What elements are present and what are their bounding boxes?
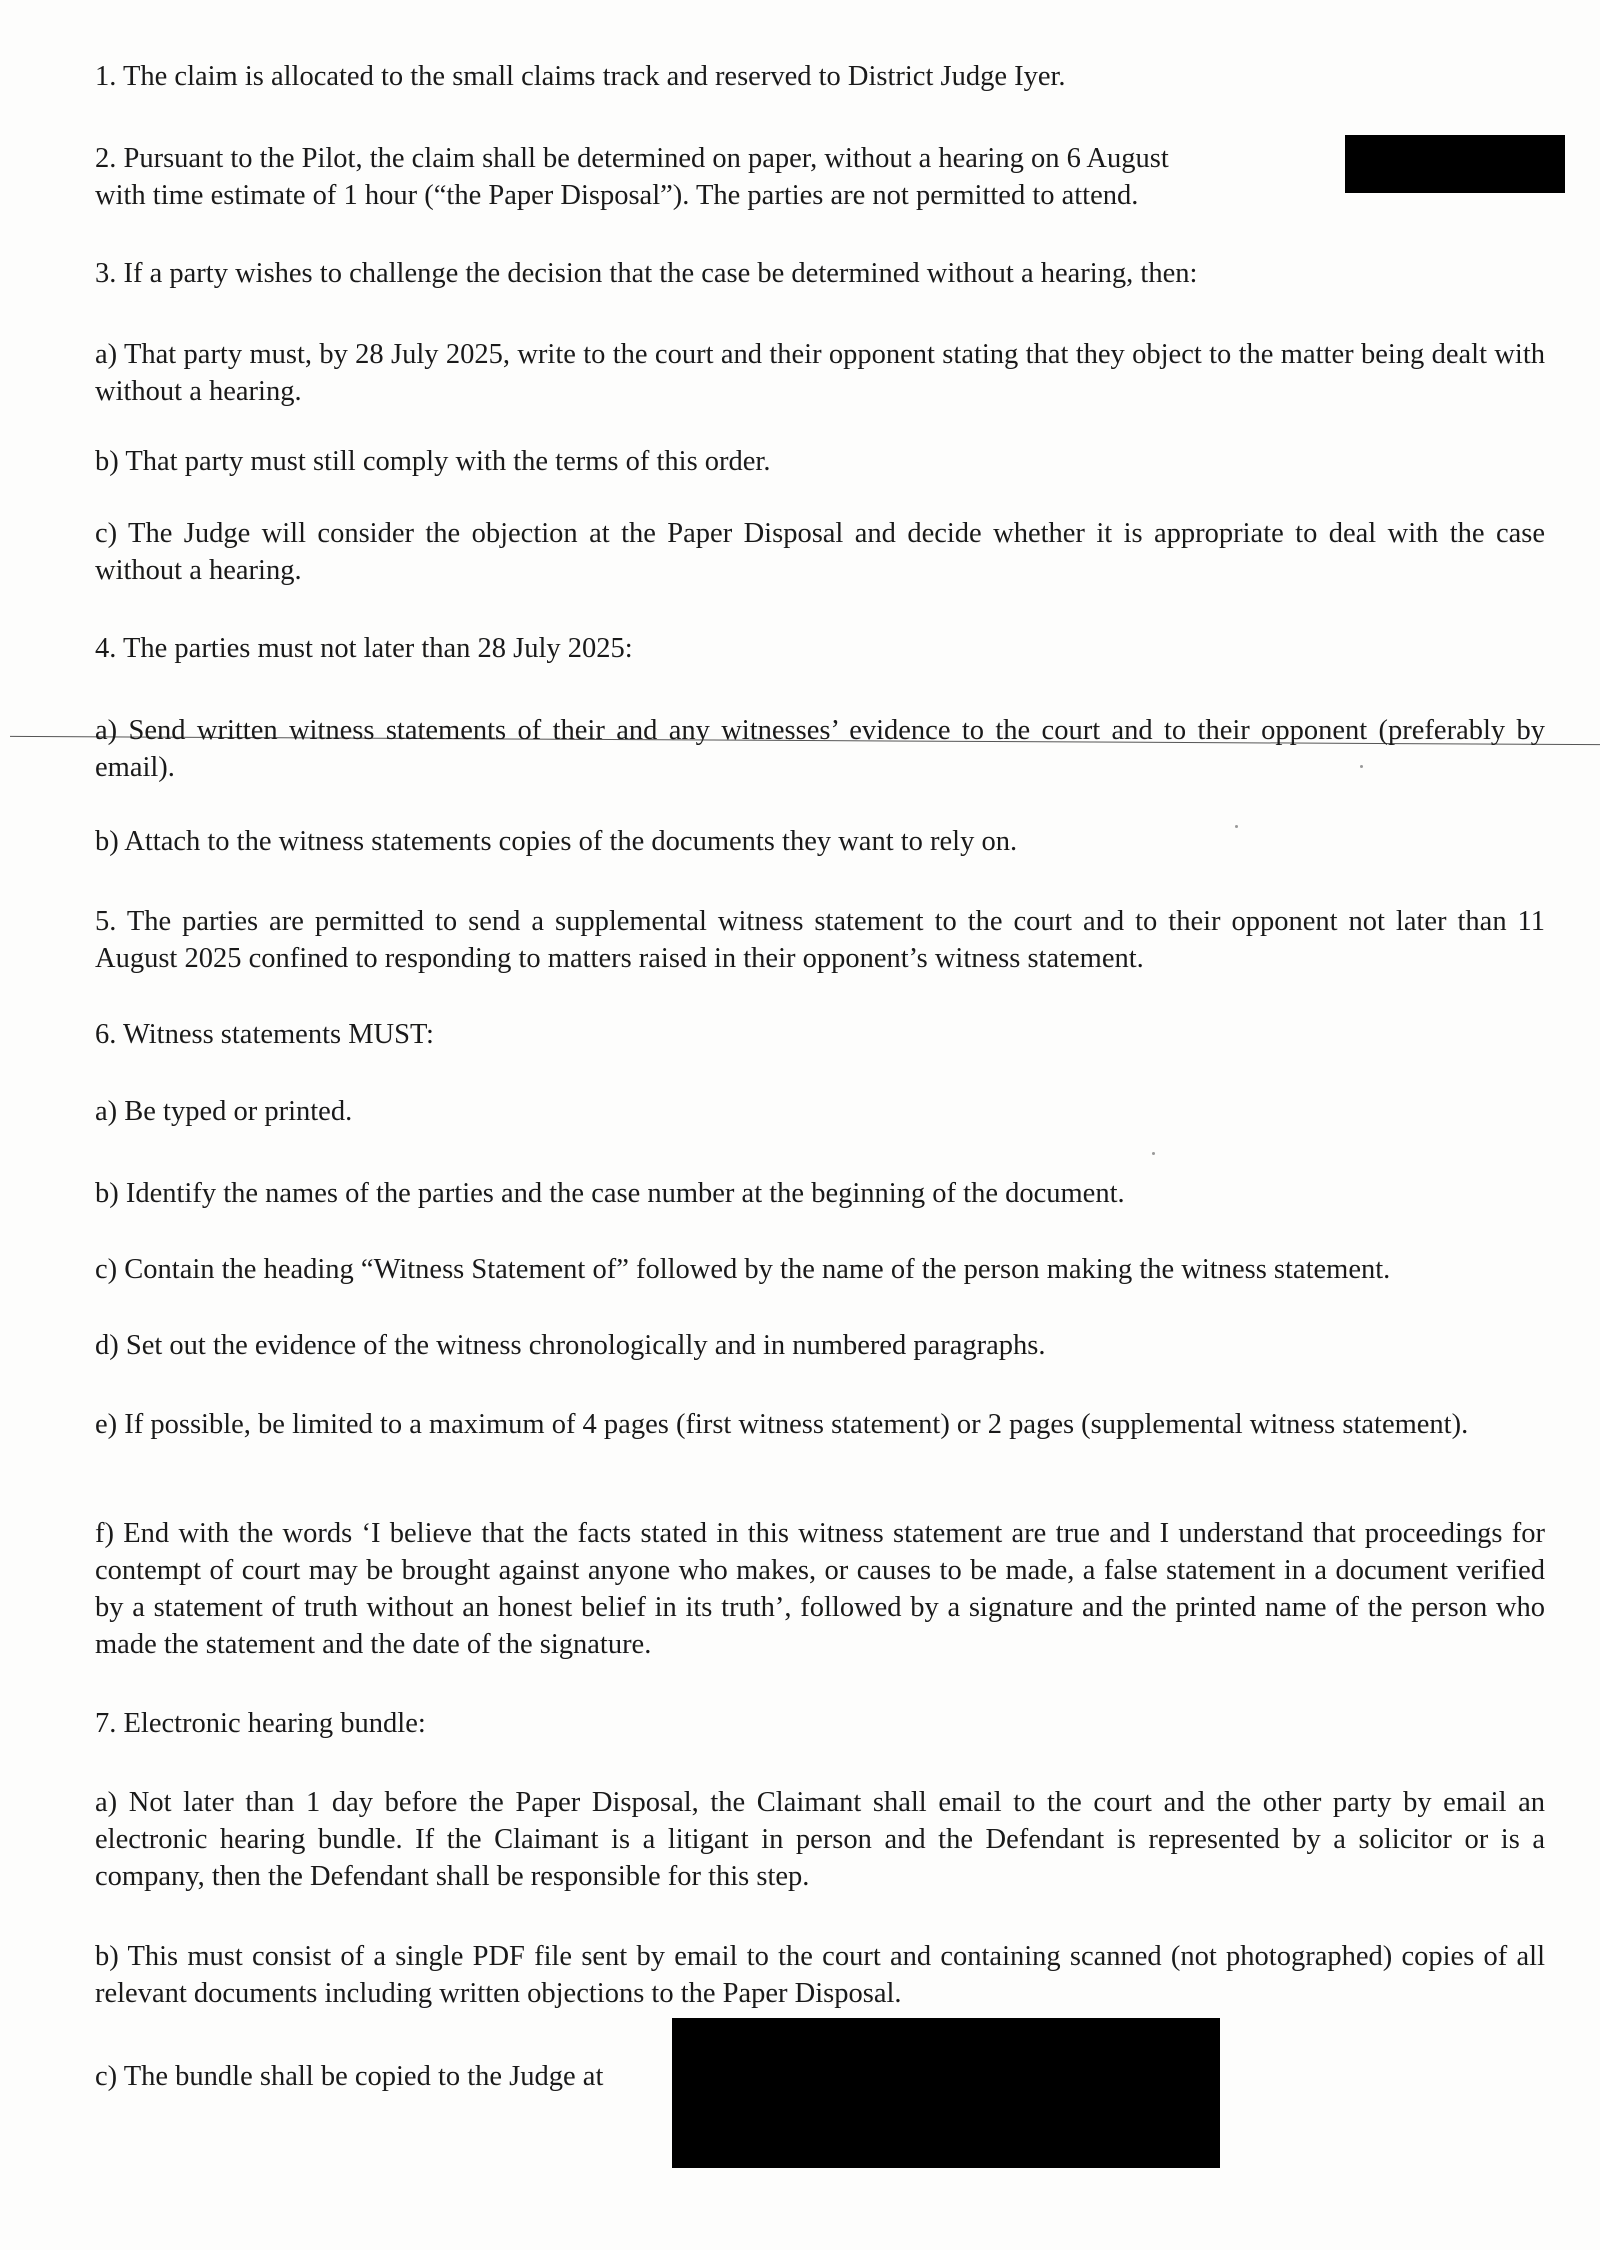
scan-speck <box>1152 1152 1155 1155</box>
para-3c: c) The Judge will consider the objection at the Paper Disposal and decide whether it is appropriate to deal with the case without a hearing. <box>95 518 1545 586</box>
para-4: 4. The parties must not later than 28 July 2025: <box>95 633 633 664</box>
para-7a: a) Not later than 1 day before the Paper Disposal, the Claimant shall email to the court and the other party by email an electronic hearing bundle. If the Claimant is a litigant in person and the Defendant is represented by a solicitor or is a company, then the Defendant shall be responsible for this step. <box>95 1787 1545 1892</box>
para-6b: b) Identify the names of the parties and the case number at the beginning of the document. <box>95 1178 1125 1209</box>
scan-speck <box>1360 765 1363 768</box>
para-7: 7. Electronic hearing bundle: <box>95 1708 426 1739</box>
para-3b: b) That party must still comply with the terms of this order. <box>95 446 771 477</box>
para-2-line-2: with time estimate of 1 hour (“the Paper Disposal”). The parties are not permitted to attend. <box>95 180 1139 211</box>
para-6e: e) If possible, be limited to a maximum of 4 pages (first witness statement) or 2 pages (supplemental witness statement). <box>95 1409 1469 1440</box>
scan-speck <box>1235 825 1238 828</box>
para-4a: a) Send written witness statements of their and any witnesses’ evidence to the court and to their opponent (preferably by email). <box>95 715 1545 783</box>
para-6f: f) End with the words ‘I believe that the facts stated in this witness statement are true and I understand that proceedings for contempt of court may be brought against anyone who makes, or causes to be made, a false statement in a document verified by a statement of truth without an honest belief in its truth’, followed by a signature and the printed name of the person who made the statement and the date of the signature. <box>95 1518 1545 1660</box>
para-3: 3. If a party wishes to challenge the decision that the case be determined without a hearing, then: <box>95 258 1198 289</box>
para-2-line-1: 2. Pursuant to the Pilot, the claim shall be determined on paper, without a hearing on 6 August <box>95 143 1169 174</box>
para-6: 6. Witness statements MUST: <box>95 1019 434 1050</box>
para-7b: b) This must consist of a single PDF file sent by email to the court and containing scanned (not photographed) copies of all relevant documents including written objections to the Paper Disposal. <box>95 1941 1545 2009</box>
para-3a: a) That party must, by 28 July 2025, write to the court and their opponent stating that they object to the matter being dealt with without a hearing. <box>95 339 1545 407</box>
para-6d: d) Set out the evidence of the witness chronologically and in numbered paragraphs. <box>95 1330 1046 1361</box>
para-1: 1. The claim is allocated to the small claims track and reserved to District Judge Iyer. <box>95 61 1066 92</box>
para-5: 5. The parties are permitted to send a supplemental witness statement to the court and to their opponent not later than 11 August 2025 confined to responding to matters raised in their opponent’s witness statement. <box>95 906 1545 974</box>
para-7c: c) The bundle shall be copied to the Judge at <box>95 2061 604 2092</box>
para-6c: c) Contain the heading “Witness Statement of” followed by the name of the person making the witness statement. <box>95 1254 1391 1285</box>
para-6a: a) Be typed or printed. <box>95 1096 353 1127</box>
para-4b: b) Attach to the witness statements copies of the documents they want to rely on. <box>95 826 1018 857</box>
redaction-block <box>672 2018 1220 2168</box>
